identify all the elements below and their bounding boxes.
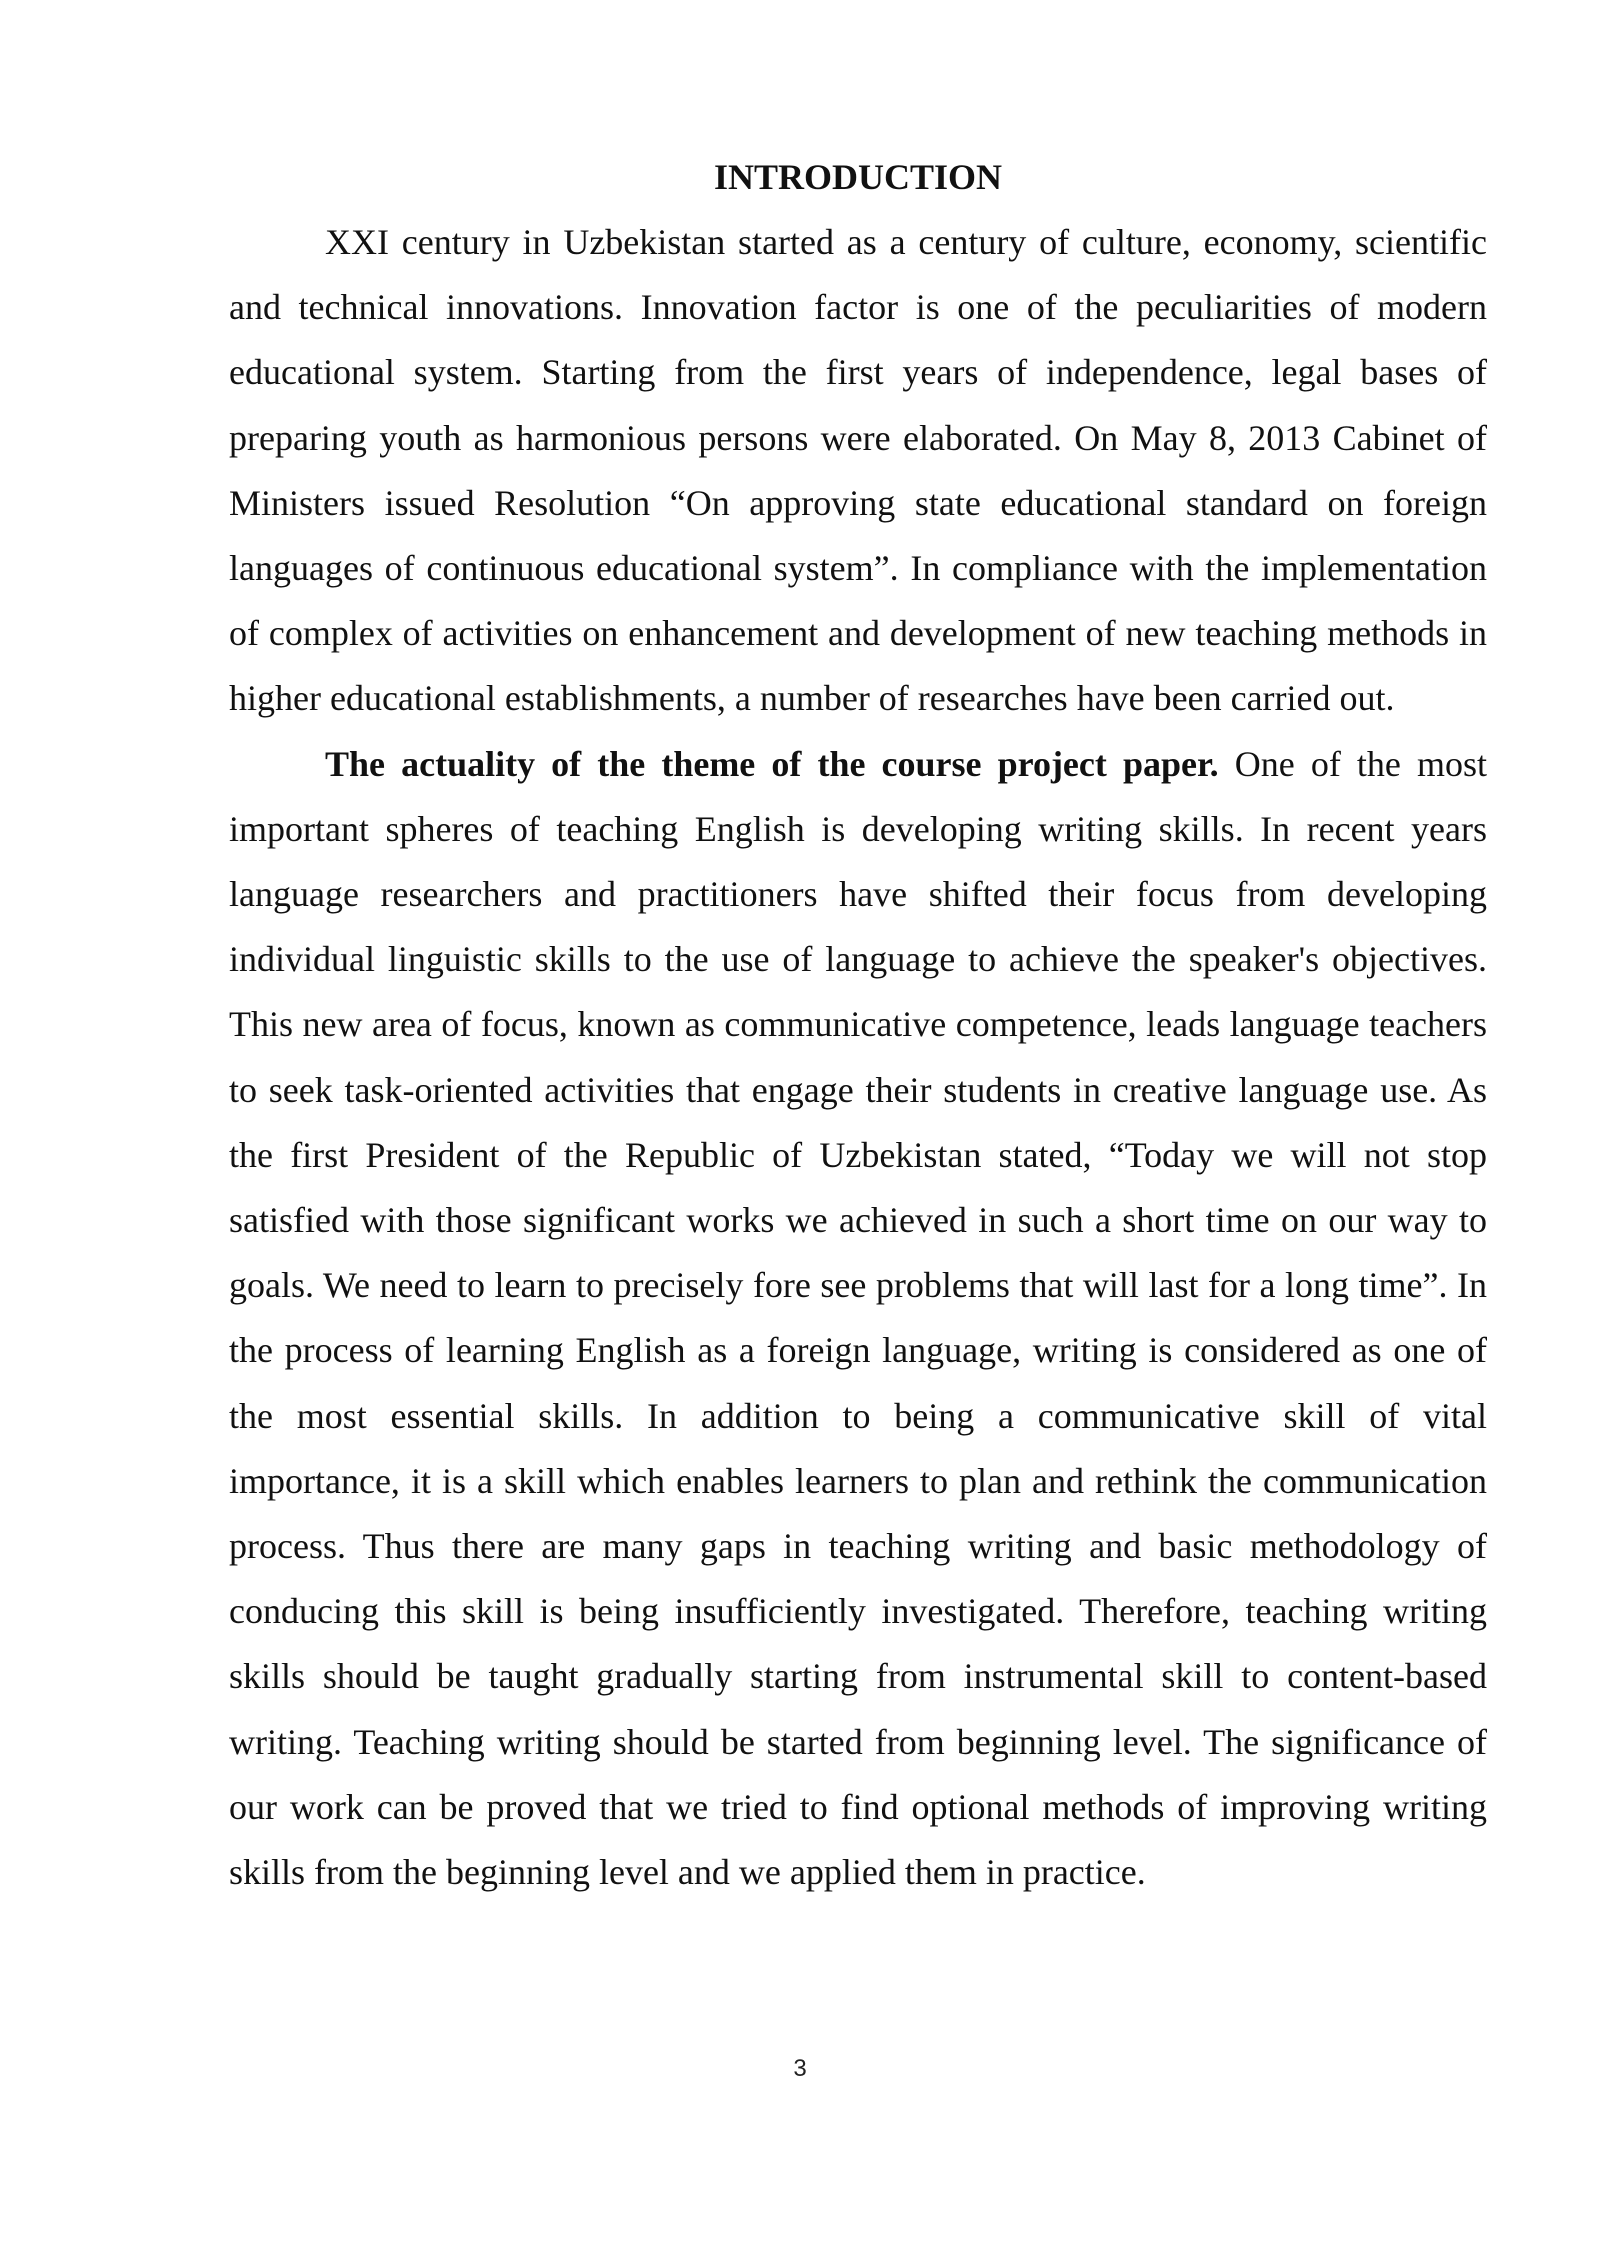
page-number: 3: [793, 2055, 807, 2082]
section-heading: INTRODUCTION: [713, 157, 1003, 197]
paragraph-actuality: [229, 732, 1487, 1906]
paragraph-intro: [229, 210, 1487, 732]
page-content: [229, 145, 1487, 1905]
paragraph-text: One of the most important spheres of teaching English is developing writing skills. In recent years language researchers and practitioners have shifted their focus from developing individual linguistic skills to the use of language to achieve the speaker's objectives. This new area of focus, known as communicative competence, leads language teachers to seek task-oriented activities that engage their students in creative language use. As the first President of the Republic of Uzbekistan stated, “Today we will not stop satisfied with those significant works we achieved in such a short time on our way to goals. We need to learn to precisely fore see problems that will last for a long time”. In the process of learning English as a foreign language, writing is considered as one of the most essential skills. In addition to being a communicative skill of vital importance, it is a skill which enables learners to plan and rethink the communication process. Thus there are many gaps in teaching writing and basic methodology of conducing this skill is being insufficiently investigated. Therefore, teaching writing skills should be taught gradually starting from instrumental skill to content-based writing. Teaching writing should be started from beginning level. The significance of our work can be proved that we tried to find optional methods of improving writing skills from the beginning level and we applied them in practice.: [229, 743, 1487, 1893]
paragraph-lead: The actuality of the theme of the course project paper.: [325, 743, 1219, 784]
paragraph-text: XXI century in Uzbekistan started as a century of culture, economy, scientific and technical innovations. Innovation factor is one of the peculiarities of modern educational system. Starting from the first years of independence, legal bases of preparing youth as harmonious persons were elaborated. On May 8, 2013 Cabinet of Ministers issued Resolution “On approving state educational standard on foreign languages of continuous educational system”. In compliance with the implementation of complex of activities on enhancement and development of new teaching methods in higher educational establishments, a number of researches have been carried out.: [229, 222, 1487, 719]
